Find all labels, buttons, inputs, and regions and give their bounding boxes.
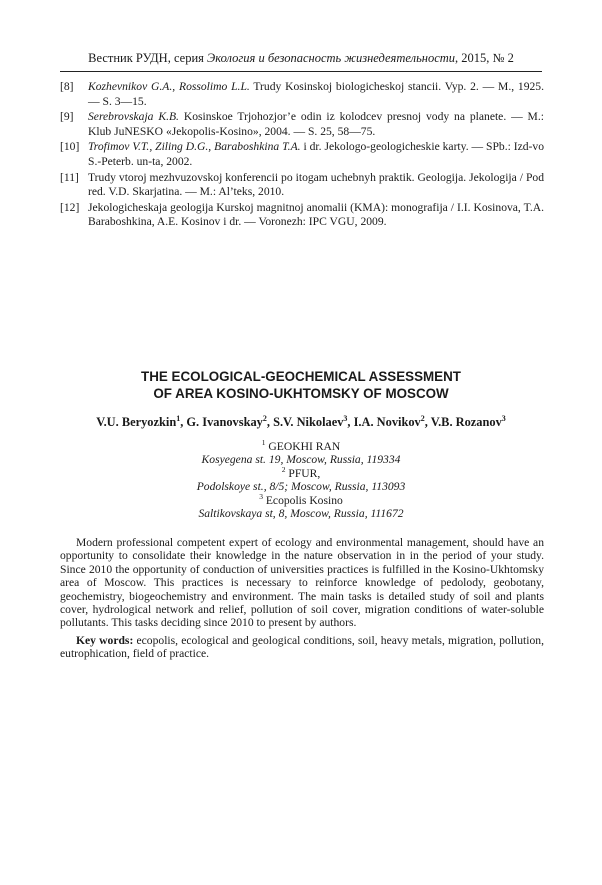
author-affiliation-mark: 2 xyxy=(262,413,267,423)
running-head-suffix: , 2015, № 2 xyxy=(455,51,514,65)
author-name: I.A. Novikov xyxy=(353,415,421,429)
author-affiliation-mark: 1 xyxy=(176,413,181,423)
reference-item xyxy=(60,171,544,200)
reference-text xyxy=(88,80,544,109)
author-affiliation-mark: 3 xyxy=(501,413,506,423)
reference-details: Trudy vtoroj mezhvuzovskoj konferencii po itogam uchebnyh praktik. Geologija. Jekologija / Pod red. V.D. Skarjatina. — M.: Al’teks, 2010. xyxy=(88,170,544,199)
running-head xyxy=(60,50,542,66)
reference-number: [11] xyxy=(60,170,79,184)
abstract-paragraph: Modern professional competent expert of ecology and environmental management, should have an opportunity to consolidate their knowledge in the nature observation in in the period of your study. Since 2010 the opportunity of conduction of universities practices is fulfilled in the Kosino-Ukhtomsky area of Moscow. This practices is necessary to reinforce knowledge of pedolody, geobotany, geochemistry, biogeochemistry and environment. The main tasks is detailed study of soil and plants cover, hydrological network and relief, pollution of soil cover, migration conditions of water-soluble pollutants. This tasks deciding since 2010 to present by authors. xyxy=(60,536,544,630)
reference-number: [8] xyxy=(60,80,74,93)
author-name: V.U. Beryozkin xyxy=(96,415,177,429)
reference-text xyxy=(88,201,544,230)
affiliation-mark: 1 xyxy=(261,438,266,448)
reference-list xyxy=(60,80,544,231)
reference-text xyxy=(88,171,544,200)
running-head-prefix: Вестник РУДН, серия xyxy=(88,51,208,65)
reference-details: Kosinskoe Trjohozjor’e odin iz kolodcev presnoj vody na planete. — M.: Klub JuNESKO «Jekopolis-Kosino», 2004. — S. 25, 58—75. xyxy=(88,110,544,138)
reference-text xyxy=(88,140,544,169)
article-title xyxy=(60,368,542,402)
affiliation-org xyxy=(60,440,542,453)
keywords-text: ecopolis, ecological and geological conditions, soil, heavy metals, migration, pollution, eutrophication, field of practice. xyxy=(60,634,544,661)
reference-item xyxy=(60,80,544,109)
affiliation-org xyxy=(60,464,542,480)
reference-authors: Kozhevnikov G.A., Rossolimo L.L. xyxy=(88,80,250,93)
author-separator: , xyxy=(347,415,354,429)
keywords-label: Key words: xyxy=(76,634,134,647)
reference-details: Jekologicheskaja geologija Kurskoj magnitnoj anomalii (KMA): monografija / I.I. Kosinova, T.A. Baraboshkina, A.E. Kosinov i dr. — Voronezh: IPC VGU, 2009. xyxy=(88,200,544,229)
author-name: S.V. Nikolaev xyxy=(273,415,344,429)
affiliation-address: Podolskoye st., 8/5; Moscow, Russia, 113093 xyxy=(196,480,406,494)
author-list xyxy=(60,414,542,430)
affiliation-org-name: GEOKHI RAN xyxy=(268,440,341,453)
reference-number: [10] xyxy=(60,140,80,154)
reference-text xyxy=(88,110,544,139)
affiliation-mark: 2 xyxy=(281,464,286,474)
reference-item xyxy=(60,140,544,169)
author-separator: , xyxy=(266,415,274,429)
reference-number: [12] xyxy=(60,200,80,214)
reference-authors: Trofimov V.T., Ziling D.G., Baraboshkina T.A. xyxy=(88,140,301,154)
affiliation-org xyxy=(60,491,542,507)
running-head-series: Экология и безопасность жизнедеятельности xyxy=(207,51,456,65)
author-name: G. Ivanovskay xyxy=(186,415,263,429)
header-rule xyxy=(60,71,542,72)
author-separator: , xyxy=(180,415,187,429)
reference-number: [9] xyxy=(60,110,74,124)
reference-item xyxy=(60,201,544,230)
keywords-paragraph xyxy=(60,634,544,661)
author-separator: , xyxy=(424,415,431,429)
author-name: V.B. Rozanov xyxy=(430,415,502,429)
author-affiliation-mark: 2 xyxy=(420,413,425,423)
article-title-line: THE ECOLOGICAL-GEOCHEMICAL ASSESSMENT xyxy=(141,369,461,384)
affiliation-address: Kosyegena st. 19, Moscow, Russia, 119334 xyxy=(201,453,401,467)
affiliation-org-name: Ecopolis Kosino xyxy=(265,493,343,507)
reference-details: i dr. Jekologo-geologicheskie karty. — SPb.: Izd-vo S.-Peterb. un-ta, 2002. xyxy=(88,140,545,168)
affiliation-address: Saltikovskaya st, 8, Moscow, Russia, 111672 xyxy=(198,507,404,521)
reference-details: Trudy Kosinskoj biologicheskoj stancii. Vyp. 2. — M., 1925. — S. 3—15. xyxy=(88,80,545,108)
reference-authors: Serebrovskaja K.B. xyxy=(88,110,179,124)
author-affiliation-mark: 3 xyxy=(343,413,348,423)
affiliation-mark: 3 xyxy=(259,491,263,501)
article-title-line: OF AREA KOSINO-UKHTOMSKY OF MOSCOW xyxy=(153,386,449,401)
affiliation-org-name: PFUR, xyxy=(288,466,321,480)
reference-item xyxy=(60,110,544,139)
affiliation-list xyxy=(60,440,542,520)
